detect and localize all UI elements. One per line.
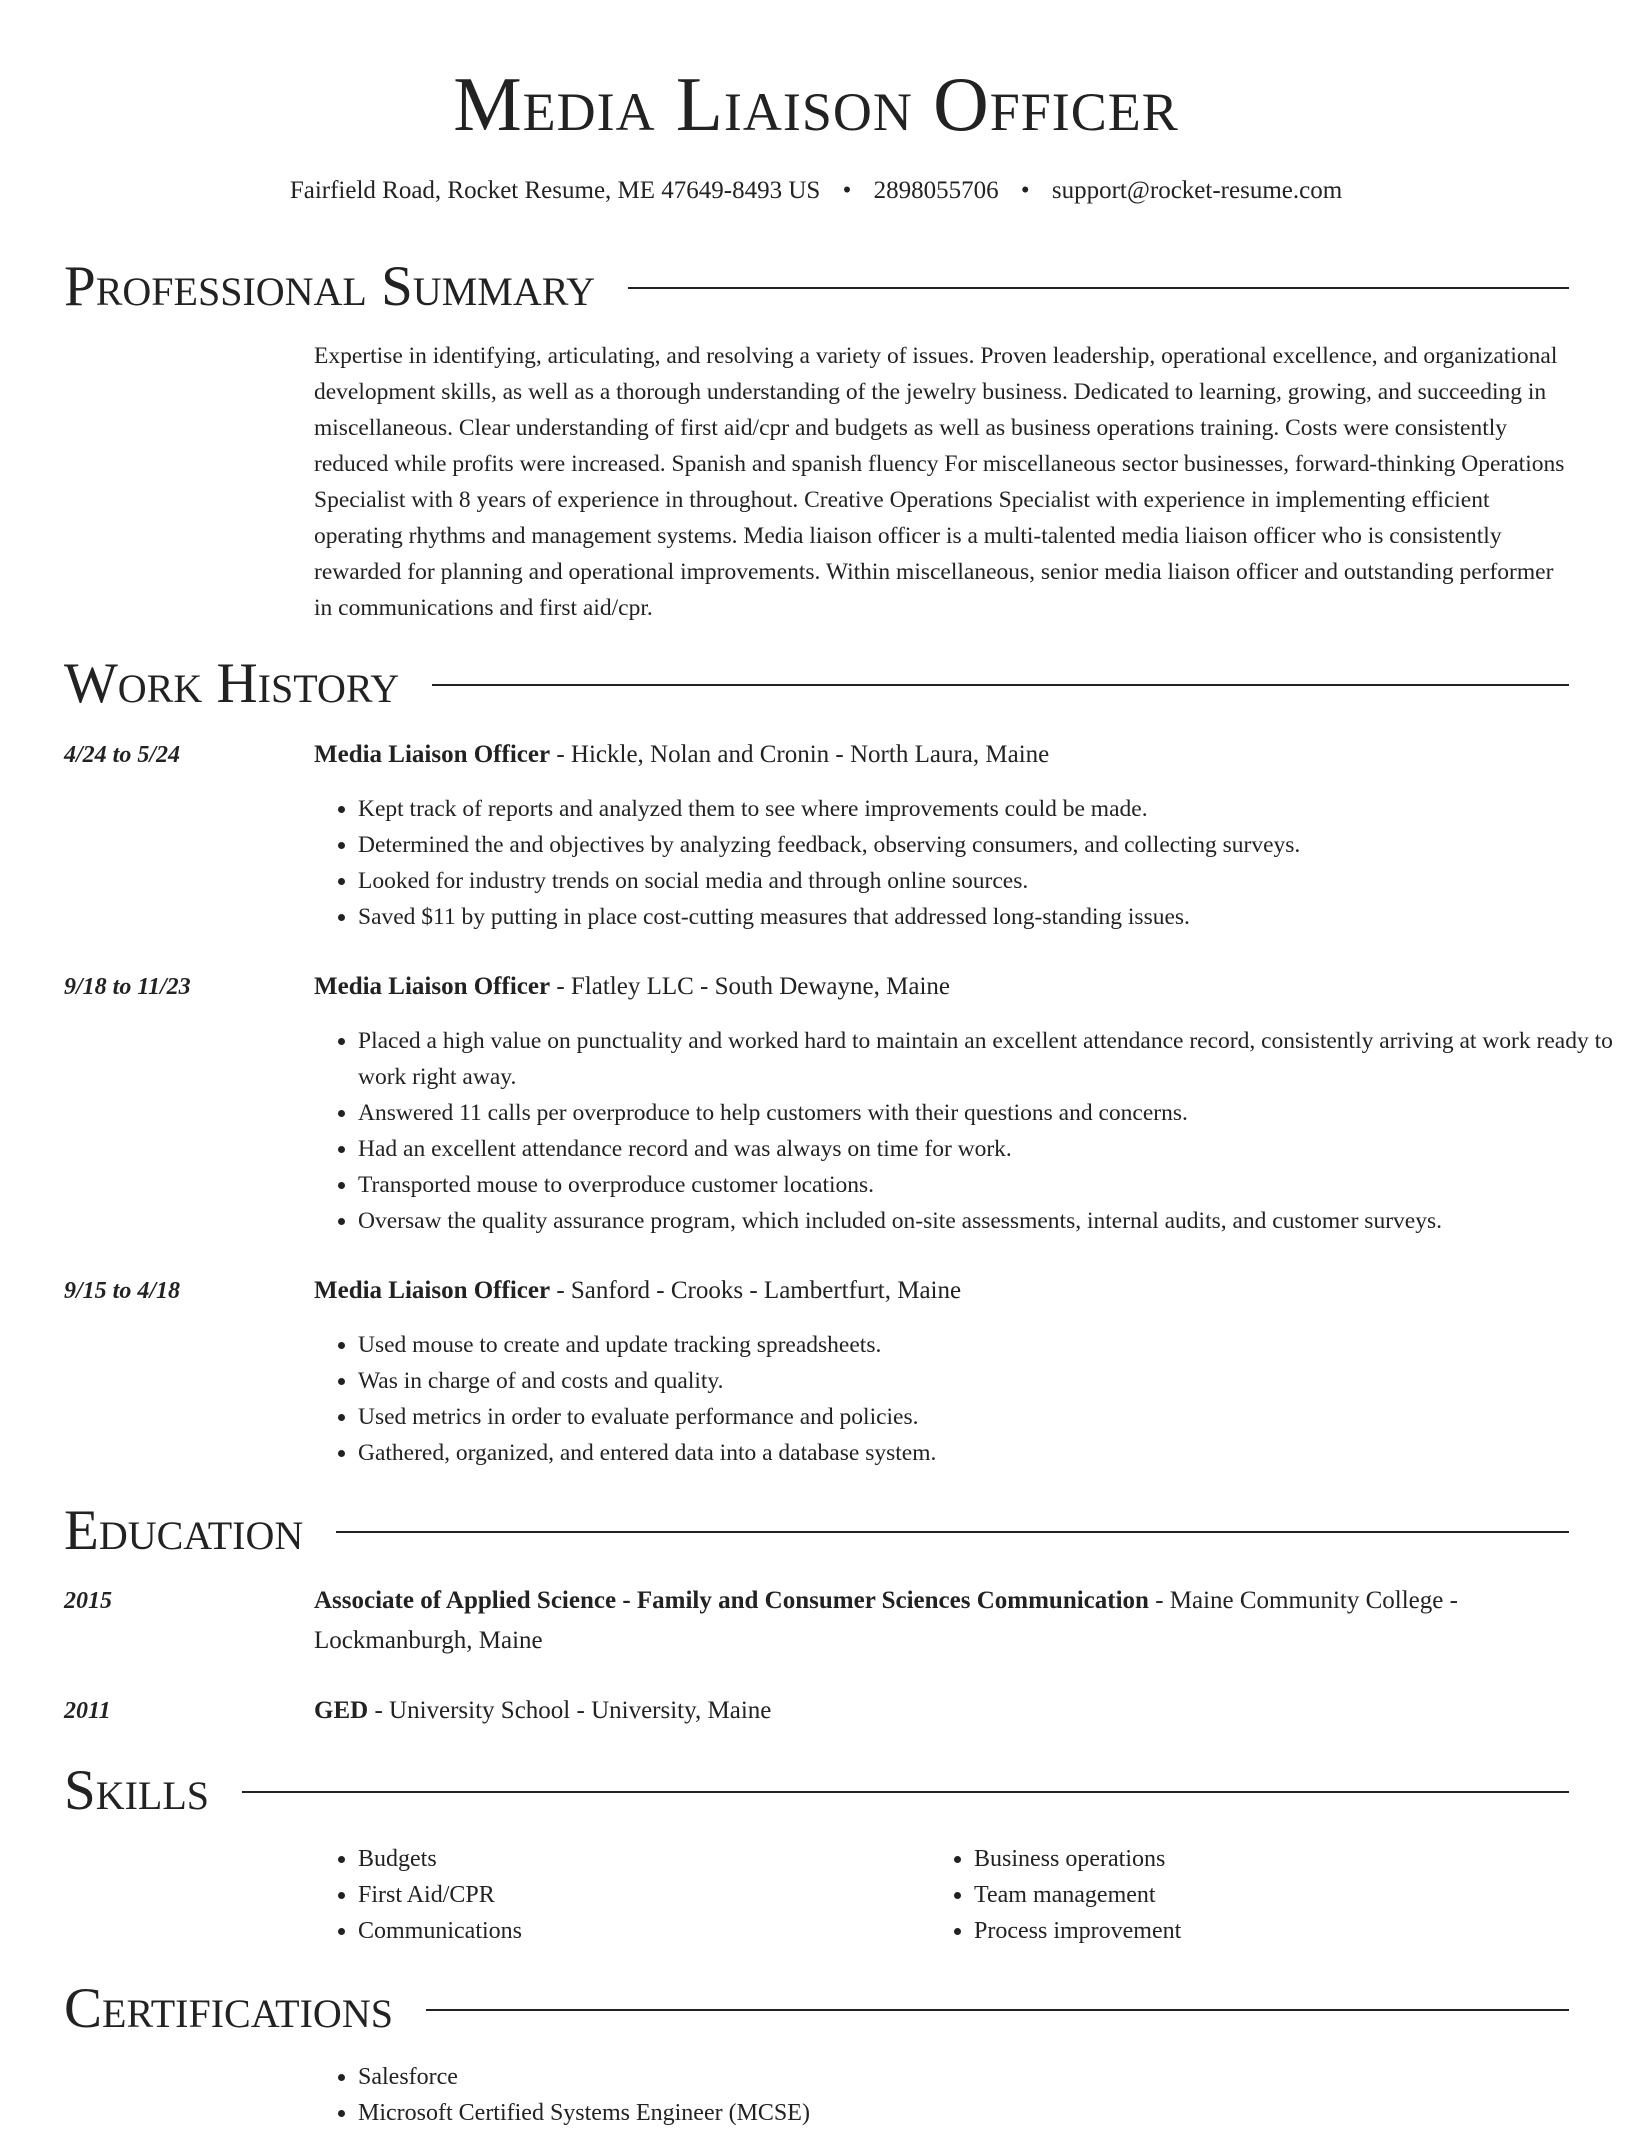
contact-address: Fairfield Road, Rocket Resume, ME 47649-8493 US [289,177,821,204]
contact-email: support@rocket-resume.com [1051,177,1343,204]
list-item: • Gathered, organized, and entered data into a database system. [358,1435,1613,1471]
contact-separator: • [842,177,852,204]
job-title-line [314,735,1569,775]
certifications-section-header [64,1978,1569,2040]
education-year: 2015 [64,1588,112,1614]
list-item: • Placed a high value on punctuality and worked hard to maintain an excellent attendance record, consistently arriving at work ready to work right away. [358,1023,1613,1095]
list-item: • Oversaw the quality assurance program, which included on-site assessments, internal audits, and customer surveys. [358,1203,1613,1239]
skill-item: • Budgets [358,1841,918,1877]
job-title-line [314,1271,1569,1311]
certifications-list [314,2059,1458,2131]
section-title: Skills [64,1759,210,1822]
skill-item: • Team management [974,1877,1574,1913]
certification-item: • Salesforce [358,2059,1458,2095]
job-dates: 9/18 to 11/23 [64,974,191,1000]
job-details: - Flatley LLC - South Dewayne, Maine [550,973,950,1000]
summary-text: Expertise in identifying, articulating, and resolving a variety of issues. Proven leadership, operational excellence, and organizational development skills, as well as a thorough understanding of the jewelry business. Dedicated to learning, growing, and succeeding in miscellaneous. Clear understanding of first aid/cpr and budgets as well as business operations training. Costs were consistently reduced while profits were increased. Spanish and spanish fluency For miscellaneous sector businesses, forward-thinking Operations Specialist with 8 years of experience in throughout. Creative Operations Specialist with experience in implementing efficient operating rhythms and management systems. Media liaison officer is a multi-talented media liaison officer who is consistently rewarded for planning and operational improvements. Within miscellaneous, senior media liaison officer and outstanding performer in communications and first aid/cpr. [314,343,1565,621]
job-details: - Hickle, Nolan and Cronin - North Laura, Maine [550,741,1050,768]
summary-section-header [64,256,1569,318]
job-title: Media Liaison Officer [314,741,551,768]
section-title: Professional Summary [64,255,596,318]
list-item: • Was in charge of and costs and quality. [358,1363,1613,1399]
list-item: • Looked for industry trends on social media and through online sources. [358,863,1613,899]
section-divider [426,2009,1569,2011]
job-bullets [314,1327,1613,1471]
education-details: - Maine Community College - Lockmanburgh, Maine [314,1587,1458,1654]
section-title: Work History [64,652,400,715]
contact-phone: 2898055706 [873,177,999,204]
job-dates: 4/24 to 5/24 [64,742,181,768]
education-section-header [64,1500,1569,1562]
section-title: Education [64,1499,304,1562]
job-bullets [314,1023,1613,1239]
list-item: • Determined the and objectives by analyzing feedback, observing consumers, and collecting surveys. [358,827,1613,863]
skill-item: • First Aid/CPR [358,1877,918,1913]
list-item: • Used mouse to create and update tracking spreadsheets. [358,1327,1613,1363]
job-title: Media Liaison Officer [314,973,551,1000]
resume-name: Media Liaison Officer [453,61,1179,147]
skill-item: • Communications [358,1913,918,1949]
section-divider [628,287,1569,289]
skill-item: • Business operations [974,1841,1574,1877]
education-entry [314,1581,1569,1661]
list-item: • Had an excellent attendance record and was always on time for work. [358,1131,1613,1167]
section-divider [242,1791,1569,1793]
contact-separator: • [1020,177,1030,204]
education-year: 2011 [64,1698,111,1724]
work-section-header [64,653,1569,715]
education-degree: GED [314,1697,369,1724]
section-divider [432,684,1569,686]
list-item: • Saved $11 by putting in place cost-cutting measures that addressed long-standing issues. [358,899,1613,935]
education-details: - University School - University, Maine [368,1697,772,1724]
job-dates: 9/15 to 4/18 [64,1278,181,1304]
job-bullets [314,791,1613,935]
job-title-line [314,967,1569,1007]
certification-item: • Microsoft Certified Systems Engineer (MCSE) [358,2095,1458,2131]
education-entry [314,1691,1569,1731]
list-item: • Transported mouse to overproduce customer locations. [358,1167,1613,1203]
education-degree: Associate of Applied Science - Family and Consumer Sciences Communication [314,1587,1149,1614]
skills-section-header [64,1760,1569,1822]
list-item: • Answered 11 calls per overproduce to help customers with their questions and concerns. [358,1095,1613,1131]
skills-list-left [314,1841,918,1949]
section-title: Certifications [64,1977,393,2040]
list-item: • Kept track of reports and analyzed them to see where improvements could be made. [358,791,1613,827]
contact-line [0,174,1632,208]
job-title: Media Liaison Officer [314,1277,551,1304]
skills-list-right [930,1841,1574,1949]
section-divider [336,1531,1569,1533]
job-details: - Sanford - Crooks - Lambertfurt, Maine [550,1277,962,1304]
list-item: • Used metrics in order to evaluate performance and policies. [358,1399,1613,1435]
skill-item: • Process improvement [974,1913,1574,1949]
